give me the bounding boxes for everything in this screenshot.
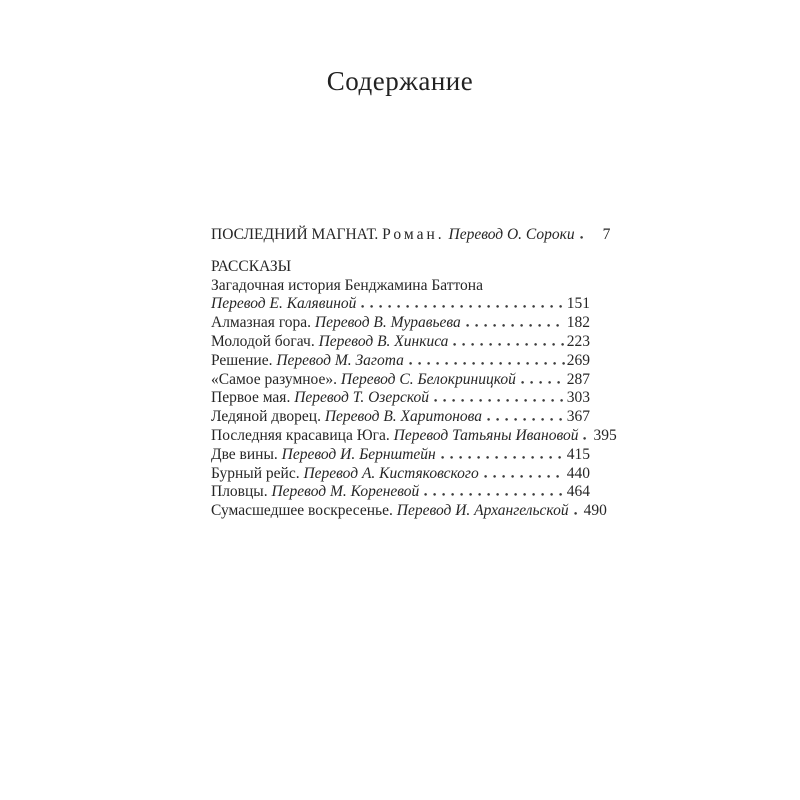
dot-leader bbox=[434, 398, 565, 402]
entry-title: Ледяной дворец. bbox=[211, 408, 321, 426]
entry-translator: Перевод В. Харитонова bbox=[324, 408, 483, 426]
toc-entry bbox=[211, 465, 590, 484]
toc-entry bbox=[211, 352, 590, 371]
dot-leader bbox=[361, 304, 564, 308]
dot-leader bbox=[583, 436, 591, 440]
page-number: 415 bbox=[566, 445, 590, 463]
page-number: 223 bbox=[566, 332, 590, 350]
entry-translator: Перевод В. Хинкиса bbox=[318, 332, 449, 350]
entry-text bbox=[211, 295, 356, 314]
entry-translator: Перевод Е. Калявиной bbox=[211, 295, 357, 313]
toc-entry-novel bbox=[211, 226, 611, 245]
toc-entry bbox=[211, 295, 590, 314]
entry-title: ПОСЛЕДНИЙ МАГНАТ. bbox=[211, 226, 379, 243]
page-number: 269 bbox=[566, 351, 590, 369]
dot-leader bbox=[521, 380, 565, 384]
page-number: 464 bbox=[566, 483, 590, 501]
page-number: 490 bbox=[583, 502, 607, 520]
toc-entry bbox=[211, 483, 590, 502]
dot-leader bbox=[466, 323, 565, 327]
entry-genre: Роман. bbox=[382, 226, 445, 243]
page-number: 440 bbox=[566, 464, 590, 482]
toc-entry bbox=[211, 446, 590, 465]
entry-title: Две вины. bbox=[211, 445, 278, 463]
entry-title: «Самое разумное». bbox=[211, 370, 337, 388]
dot-leader bbox=[484, 474, 565, 478]
toc-entry bbox=[211, 371, 590, 390]
entry-translator: Перевод Т. Озерской bbox=[294, 389, 429, 407]
toc-entry bbox=[211, 314, 590, 333]
entry-translator: Перевод О. Сороки bbox=[448, 226, 575, 243]
entry-translator: Перевод В. Муравьева bbox=[314, 314, 461, 332]
entry-translator: Перевод М. Загота bbox=[276, 351, 404, 369]
entry-text bbox=[211, 226, 575, 245]
entry-translator: Перевод М. Кореневой bbox=[271, 483, 420, 501]
table-of-contents bbox=[211, 226, 617, 521]
dot-leader bbox=[453, 342, 564, 346]
entry-text bbox=[211, 483, 419, 502]
entry-text bbox=[211, 408, 482, 427]
dot-leader bbox=[487, 417, 565, 421]
entry-title: Молодой богач. bbox=[211, 332, 315, 350]
entry-title: Алмазная гора. bbox=[211, 314, 312, 332]
toc-entries bbox=[211, 276, 617, 521]
page-number: 367 bbox=[566, 408, 590, 426]
entry-text bbox=[211, 465, 479, 484]
dot-leader bbox=[580, 235, 588, 239]
entry-text bbox=[211, 371, 516, 390]
entry-title: Сумасшедшее воскресенье. bbox=[211, 502, 393, 520]
entry-translator: Перевод С. Белокриницкой bbox=[340, 370, 516, 388]
page-number: 7 bbox=[602, 226, 611, 243]
entry-text bbox=[211, 446, 436, 465]
entry-title: Последняя красавица Юга. bbox=[211, 426, 390, 444]
entry-text bbox=[211, 352, 404, 371]
page-number: 395 bbox=[593, 426, 617, 444]
entry-translator: Перевод И. Бернштейн bbox=[281, 445, 436, 463]
dot-leader bbox=[574, 511, 582, 515]
entry-text bbox=[211, 502, 569, 521]
toc-entry bbox=[211, 389, 590, 408]
toc-entry bbox=[211, 333, 590, 352]
entry-title: Решение. bbox=[211, 351, 273, 369]
dot-leader bbox=[441, 455, 565, 459]
section-header: РАССКАЗЫ bbox=[211, 257, 292, 275]
entry-translator: Перевод И. Архангельской bbox=[396, 502, 569, 520]
entry-translator: Перевод А. Кистяковского bbox=[303, 464, 479, 482]
entry-title: Первое мая. bbox=[211, 389, 291, 407]
entry-title: Бурный рейс. bbox=[211, 464, 300, 482]
toc-entry bbox=[211, 502, 607, 521]
page-number: 287 bbox=[566, 370, 590, 388]
dot-leader bbox=[409, 361, 565, 365]
page-title: Содержание bbox=[326, 66, 474, 96]
page-number: 303 bbox=[566, 389, 590, 407]
entry-translator: Перевод Татьяны Ивановой bbox=[393, 426, 579, 444]
entry-text bbox=[211, 333, 448, 352]
dot-leader bbox=[424, 492, 564, 496]
entry-text bbox=[211, 427, 578, 446]
page-number: 151 bbox=[566, 295, 590, 313]
toc-entry bbox=[211, 408, 590, 427]
entry-title: Пловцы. bbox=[211, 483, 268, 501]
entry-text bbox=[211, 389, 429, 408]
entry-text bbox=[211, 314, 461, 333]
page-number: 182 bbox=[566, 314, 590, 332]
toc-entry bbox=[211, 426, 617, 446]
entry-title: Загадочная история Бенджамина Баттона bbox=[211, 276, 483, 294]
